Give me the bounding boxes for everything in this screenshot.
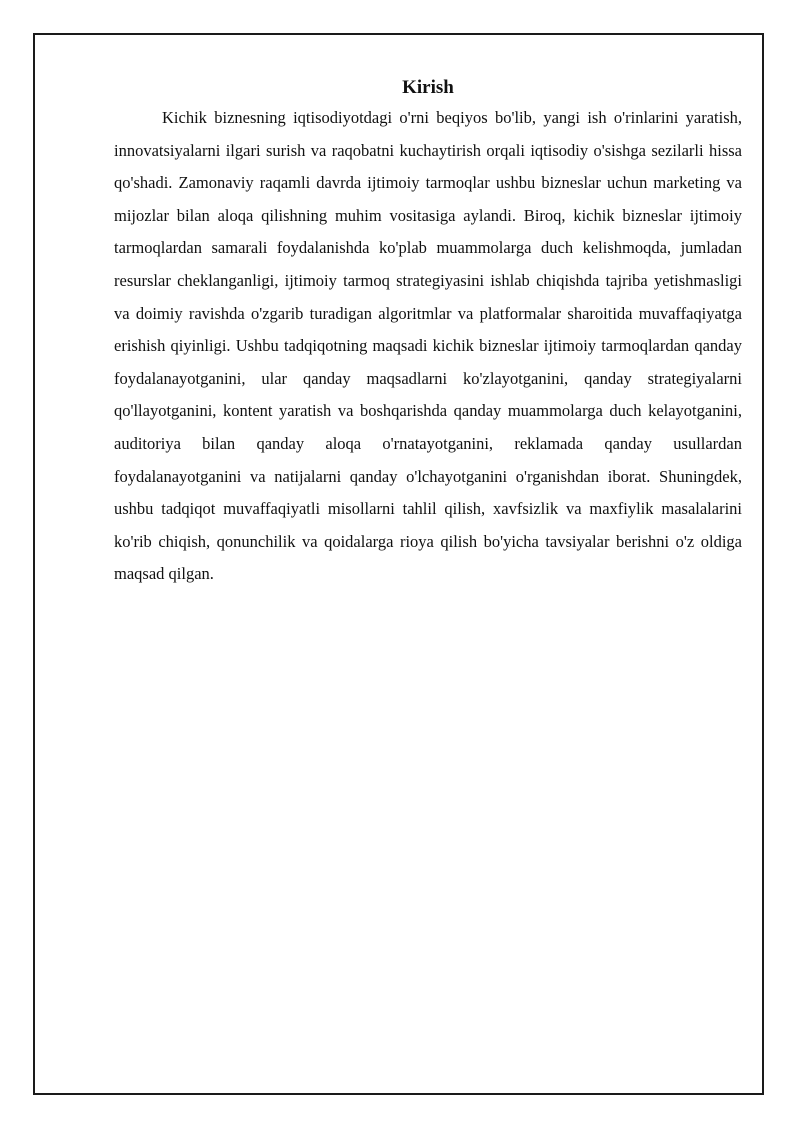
intro-paragraph: Kichik biznesning iqtisodiyotdagi o'rni beqiyos bo'lib, yangi ish o'rinlarini yaratish, innovatsiyalarni ilgari surish va raqobatni kuchaytirish orqali iqtisodiy o'sishga sezilarli hissa qo'shadi. Zamonaviy raqamli davrda ijtimoiy tarmoqlar ushbu bizneslar uchun marketing va mijozlar bilan aloqa qilishning muhim vositasiga aylandi. Biroq, kichik bizneslar ijtimoiy tarmoqlardan samarali foydalanishda ko'plab muammolarga duch kelishmoqda, jumladan resurslar cheklanganligi, ijtimoiy tarmoq strategiyasini ishlab chiqishda tajriba yetishmasligi va doimiy ravishda o'zgarib turadigan algoritmlar va platformalar sharoitida muvaffaqiyatga erishish qiyinligi. Ushbu tadqiqotning maqsadi kichik bizneslar ijtimoiy tarmoqlardan qanday foydalanayotganini, ular qanday maqsadlarni ko'zlayotganini, qanday strategiyalarni qo'llayotganini, kontent yaratish va boshqarishda qanday muammolarga duch kelayotganini, auditoriya bilan qanday aloqa o'rnatayotganini, reklamada qanday usullardan foydalanayotganini va natijalarni qanday o'lchayotganini o'rganishdan iborat. Shuningdek, ushbu tadqiqot muvaffaqiyatli misollarni tahlil qilish, xavfsizlik va maxfiylik masalalarini ko'rib chiqish, qonunchilik va qoidalarga rioya qilish bo'yicha tavsiyalar berishni o'z oldiga maqsad qilgan. xyxy=(114,108,742,584)
section-heading: Kirish xyxy=(402,77,454,98)
document-body xyxy=(114,76,742,591)
